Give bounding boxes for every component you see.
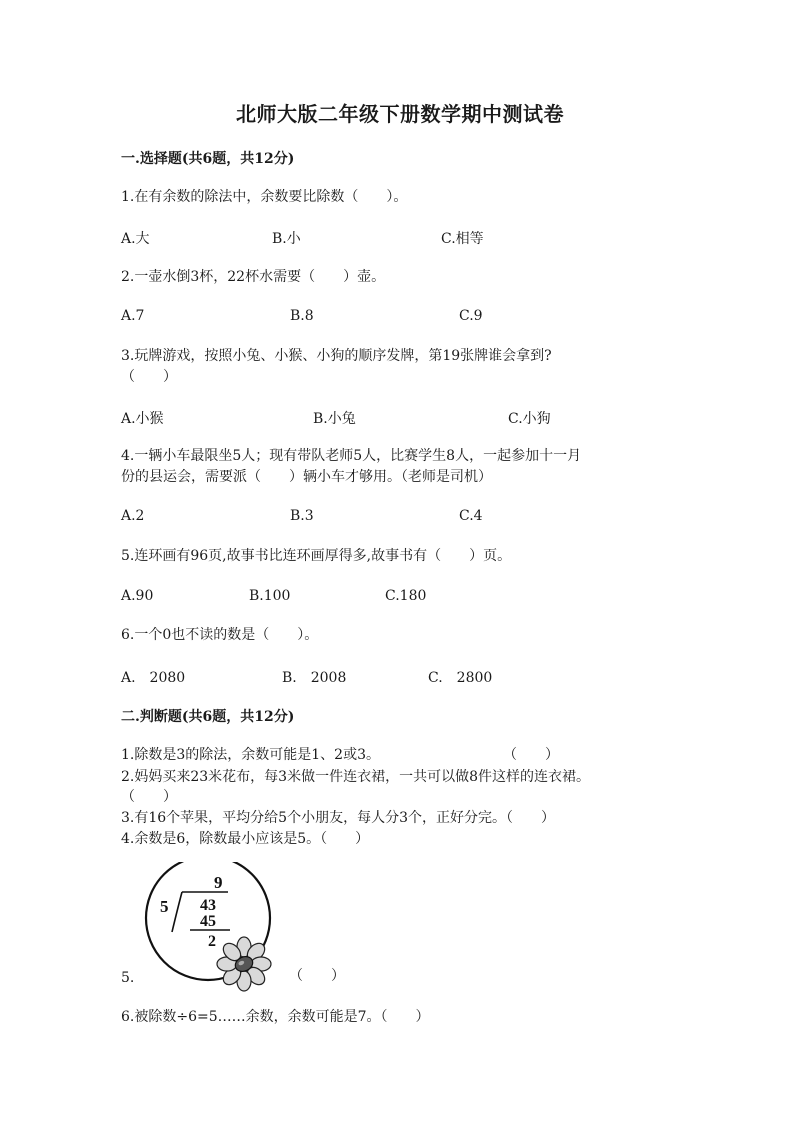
figure-quotient: 9 — [214, 873, 223, 892]
question-4-line2: 份的县运会，需要派（ ）辆小车才够用。（老师是司机） — [121, 469, 492, 485]
page-title: 北师大版二年级下册数学期中测试卷 — [236, 102, 564, 126]
option-b: B.小 — [272, 231, 301, 247]
long-division-figure — [138, 862, 278, 992]
option-c: C. 2800 — [428, 670, 493, 686]
figure-divisor: 5 — [160, 897, 169, 916]
question-2: 2.一壶水倒3杯，22杯水需要（ ）壶。 — [121, 269, 386, 285]
option-b: B. 2008 — [282, 670, 347, 686]
figure-product: 45 — [200, 913, 216, 930]
option-c: C.相等 — [441, 231, 484, 247]
judgment-2-paren: （ ） — [121, 789, 177, 805]
question-5: 5.连环画有96页,故事书比连环画厚得多,故事书有（ ）页。 — [121, 548, 512, 564]
figure-remainder: 2 — [208, 933, 216, 950]
question-3-paren: （ ） — [121, 369, 177, 385]
question-4: 4.一辆小车最限坐5人；现有带队老师5人，比赛学生8人，一起参加十一月 — [121, 448, 582, 464]
figure-dividend: 43 — [200, 897, 216, 914]
question-6: 6.一个0也不读的数是（ ）。 — [121, 627, 319, 643]
option-a: A.大 — [121, 231, 150, 247]
judgment-4: 4.余数是6，除数最小应该是5。（ ） — [121, 831, 370, 847]
option-a: A. 2080 — [121, 670, 186, 686]
option-b: B.8 — [290, 308, 314, 324]
judgment-1: 1.除数是3的除法，余数可能是1、2或3。 — [121, 747, 380, 763]
judgment-6: 6.被除数÷6=5……余数，余数可能是7。（ ） — [121, 1009, 430, 1025]
judgment-5-label: 5. — [121, 970, 135, 986]
option-c: C.小狗 — [508, 411, 551, 427]
option-b: B.100 — [249, 588, 291, 604]
option-a: A.小猴 — [121, 411, 164, 427]
judgment-1-paren: （ ） — [503, 747, 559, 763]
section-heading-judgment: 二.判断题(共6题，共12分) — [121, 709, 295, 725]
question-3: 3.玩牌游戏，按照小兔、小猴、小狗的顺序发牌，第19张牌谁会拿到? — [121, 348, 552, 364]
option-c: C.180 — [385, 588, 427, 604]
option-a: A.7 — [121, 308, 145, 324]
option-c: C.4 — [459, 508, 483, 524]
option-b: B.3 — [290, 508, 314, 524]
section-heading-choice: 一.选择题(共6题，共12分) — [121, 151, 295, 167]
option-a: A.2 — [121, 508, 145, 524]
judgment-5-paren: （ ） — [289, 968, 345, 984]
option-a: A.90 — [121, 588, 154, 604]
judgment-2: 2.妈妈买来23米花布，每3米做一件连衣裙，一共可以做8件这样的连衣裙。 — [121, 769, 590, 785]
judgment-3: 3.有16个苹果，平均分给5个小朋友，每人分3个，正好分完。（ ） — [121, 810, 555, 826]
flower-icon — [217, 937, 271, 991]
option-c: C.9 — [459, 308, 483, 324]
option-b: B.小兔 — [313, 411, 356, 427]
question-1: 1.在有余数的除法中，余数要比除数（ ）。 — [121, 189, 408, 205]
